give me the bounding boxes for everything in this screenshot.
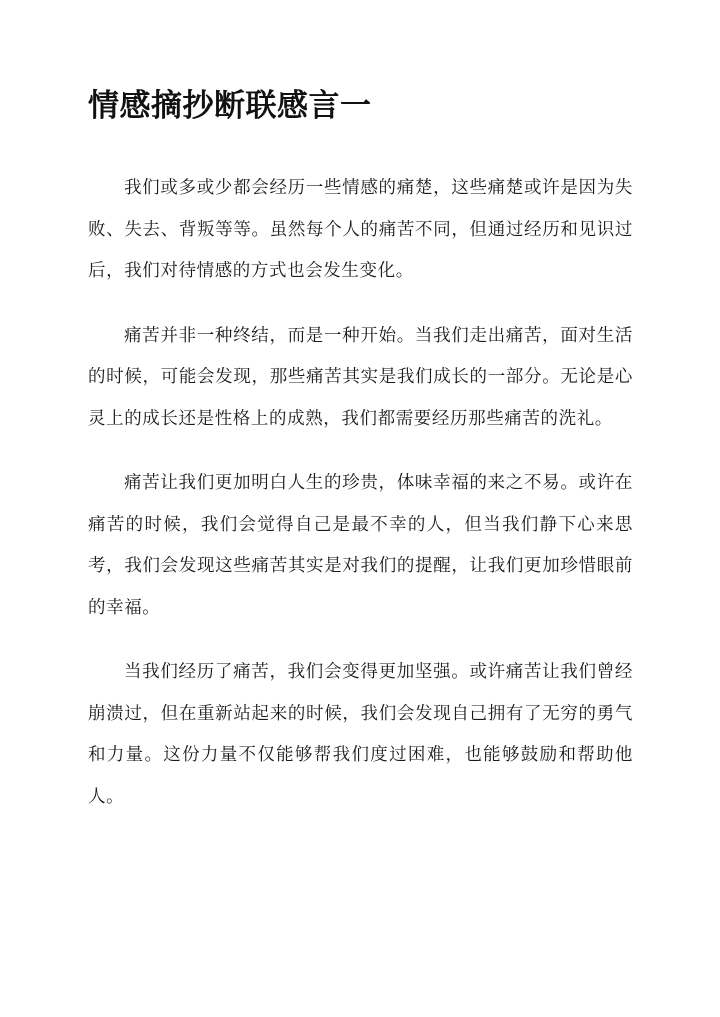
document-body (88, 168, 633, 841)
document-title: 情感摘抄断联感言一 (88, 88, 372, 124)
paragraph-3: 痛苦让我们更加明白人生的珍贵，体味幸福的来之不易。或许在痛苦的时候，我们会觉得自己是最不幸的人，但当我们静下心来思考，我们会发现这些痛苦其实是对我们的提醒，让我们更加珍惜眼前的幸福。 (88, 473, 633, 618)
paragraph-2: 痛苦并非一种终结，而是一种开始。当我们走出痛苦，面对生活的时候，可能会发现，那些痛苦其实是我们成长的一部分。无论是心灵上的成长还是性格上的成熟，我们都需要经历那些痛苦的洗礼。 (88, 325, 633, 429)
paragraph-4: 当我们经历了痛苦，我们会变得更加坚强。或许痛苦让我们曾经崩溃过，但在重新站起来的时候，我们会发现自己拥有了无穷的勇气和力量。这份力量不仅能够帮我们度过困难，也能够鼓励和帮助他人。 (88, 662, 633, 807)
paragraph-1: 我们或多或少都会经历一些情感的痛楚，这些痛楚或许是因为失败、失去、背叛等等。虽然每个人的痛苦不同，但通过经历和见识过后，我们对待情感的方式也会发生变化。 (88, 178, 633, 281)
